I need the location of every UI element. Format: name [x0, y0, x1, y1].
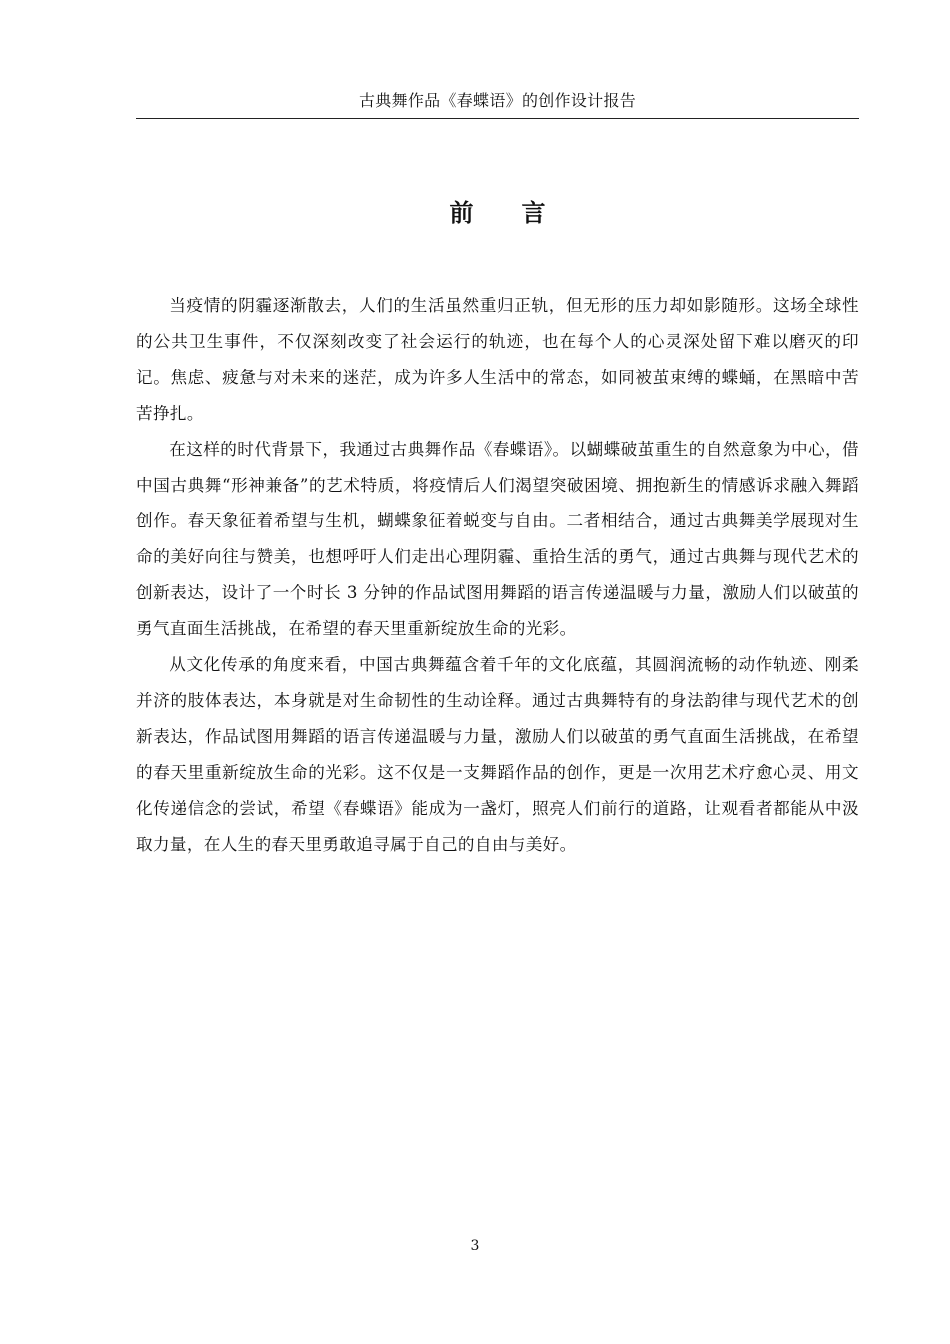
page-number: 3	[470, 1238, 480, 1254]
body-text	[136, 288, 859, 863]
section-title-char-2: 言	[521, 198, 546, 227]
section-title	[136, 193, 859, 233]
paragraph-1: 当疫情的阴霾逐渐散去，人们的生活虽然重归正轨，但无形的压力却如影随形。这场全球性的公共卫生事件，不仅深刻改变了社会运行的轨迹，也在每个人的心灵深处留下难以磨灭的印记。焦虑、疲惫与对未来的迷茫，成为许多人生活中的常态，如同被茧束缚的蝶蛹，在黑暗中苦苦挣扎。	[136, 296, 859, 423]
running-header-title: 古典舞作品《春蝶语》的创作设计报告	[358, 91, 637, 110]
paragraph-2: 在这样的时代背景下，我通过古典舞作品《春蝶语》。以蝴蝶破茧重生的自然意象为中心，借中国古典舞“形神兼备”的艺术特质，将疫情后人们渴望突破困境、拥抱新生的情感诉求融入舞蹈创作。春天象征着希望与生机，蝴蝶象征着蜕变与自由。二者相结合，通过古典舞美学展现对生命的美好向往与赞美，也想呼吁人们走出心理阴霾、重拾生活的勇气，通过古典舞与现代艺术的创新表达，设计了一个时长 3 分钟的作品试图用舞蹈的语言传递温暖与力量，激励人们以破茧的勇气直面生活挑战，在希望的春天里重新绽放生命的光彩。	[136, 439, 859, 639]
running-header	[136, 86, 859, 119]
section-title-char-1: 前	[449, 198, 474, 227]
paragraph-3: 从文化传承的角度来看，中国古典舞蕴含着千年的文化底蕴，其圆润流畅的动作轨迹、刚柔并济的肢体表达，本身就是对生命韧性的生动诠释。通过古典舞特有的身法韵律与现代艺术的创新表达，作品试图用舞蹈的语言传递温暖与力量，激励人们以破茧的勇气直面生活挑战，在希望的春天里重新绽放生命的光彩。这不仅是一支舞蹈作品的创作，更是一次用艺术疗愈心灵、用文化传递信念的尝试，希望《春蝶语》能成为一盏灯，照亮人们前行的道路，让观看者都能从中汲取力量，在人生的春天里勇敢追寻属于自己的自由与美好。	[136, 655, 859, 854]
